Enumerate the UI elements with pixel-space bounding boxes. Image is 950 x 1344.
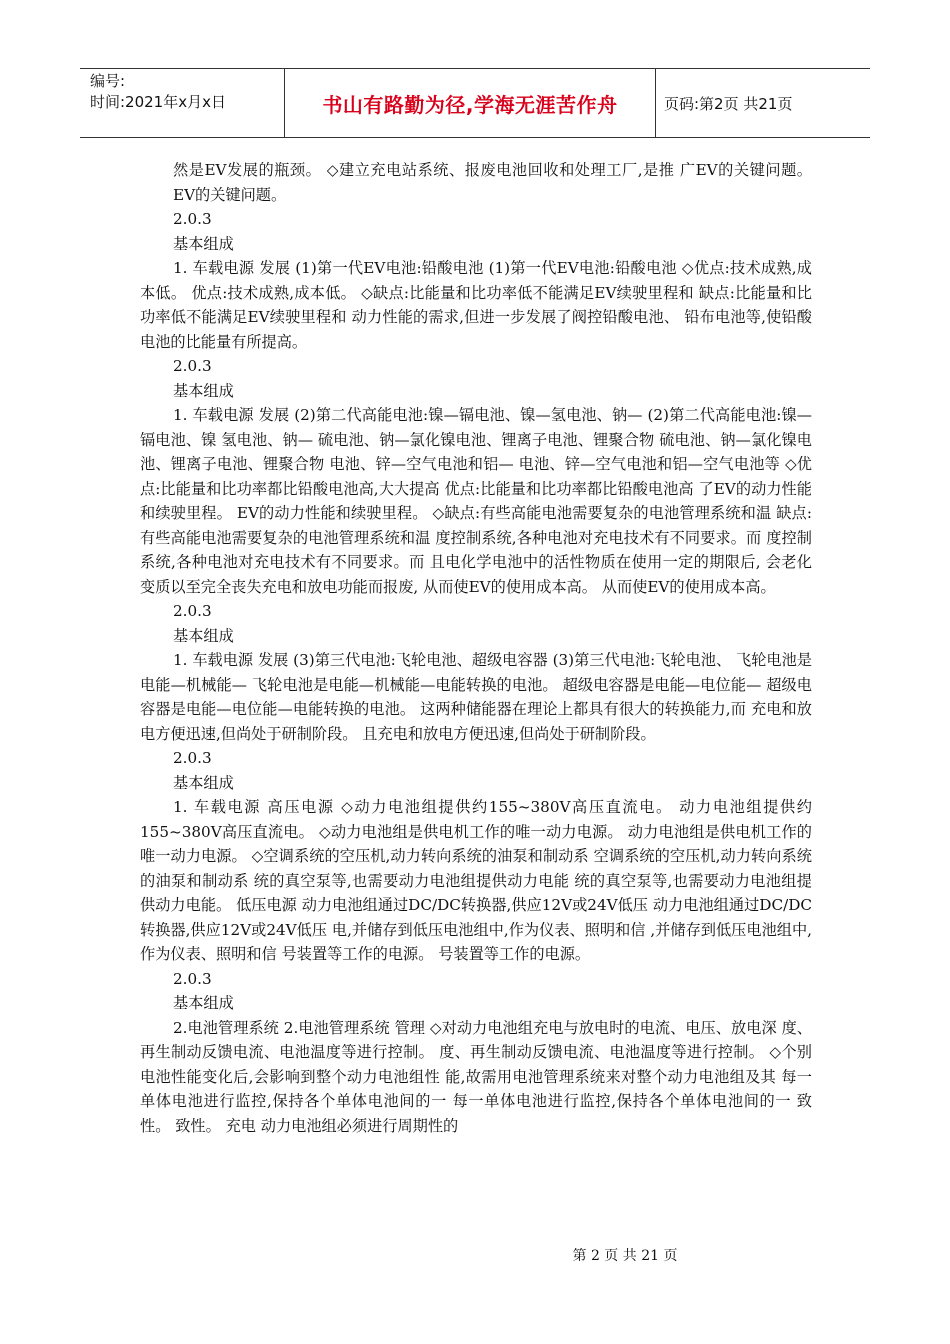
paragraph: 1. 车载电源 发展 (2)第二代高能电池:镍—镉电池、镍—氢电池、钠— (2)第二代高能电池:镍—镉电池、镍 氢电池、钠— 硫电池、钠—氯化镍电池、锂离子电池、锂聚合物 硫电池、钠—氯化镍电池、锂离子电池、锂聚合物 电池、锌—空气电池和铝— 电池、锌—空气电池和铝—空气电池等 ◇优点:比能量和比功率都比铅酸电池高,大大提高 优点:比能量和比功率都比铅酸电池高 了EV的动力性能和续驶里程。 EV的动力性能和续驶里程。 ◇缺点:有些高能电池需要复杂的电池管理系统和温 缺点:有些高能电池需要复杂的电池管理系统和温 度控制系统,各种电池对充电技术有不同要求。而 度控制系统,各种电池对充电技术有不同要求。而 且电化学电池中的活性物质在使用一定的期限后, 会老化变质以至完全丧失充电和放电功能而报废, 从而使EV的使用成本高。 从而使EV的使用成本高。: [140, 406, 812, 596]
section-number: 2.0.3: [173, 210, 212, 228]
paragraph: 然是EV发展的瓶颈。 ◇建立充电站系统、报废电池回收和处理工厂,是推 广EV的关键问题。 EV的关键问题。: [173, 161, 812, 204]
header-motto: 书山有路勤为径,学海无涯苦作舟: [284, 69, 656, 137]
paragraph: 1. 车载电源 高压电源 ◇动力电池组提供约155~380V高压直流电。 动力电池组提供约155~380V高压直流电。 ◇动力电池组是供电机工作的唯一动力电源。 动力电池组是供电机工作的唯一动力电源。 ◇空调系统的空压机,动力转向系统的油泵和制动系 空调系统的空压机,动力转向系统的油泵和制动系 统的真空泵等,也需要动力电池组提供动力电能 统的真空泵等,也需要动力电池组提供动力电能。 低压电源 动力电池组通过DC/DC转换器,供应12V或24V低压 动力电池组通过DC/DC转换器,供应12V或24V低压 电,并储存到低压电池组中,作为仪表、照明和信 ,并储存到低压电池组中,作为仪表、照明和信 号装置等工作的电源。 号装置等工作的电源。: [140, 798, 812, 963]
header-page-number: 页码:第2页 共21页: [664, 94, 793, 113]
paragraph: 2.电池管理系统 2.电池管理系统 管理 ◇对动力电池组充电与放电时的电流、电压、放电深 度、再生制动反馈电流、电池温度等进行控制。 度、再生制动反馈电流、电池温度等进行控制。 ◇个别电池性能变化后,会影响到整个动力电池组性 能,故需用电池管理系统来对整个动力电池组及其 每一单体电池进行监控,保持各个单体电池间的一 每一单体电池进行监控,保持各个单体电池间的一 致性。 致性。 充电 动力电池组必须进行周期性的: [140, 1018, 812, 1135]
document-number-label: 编号:: [90, 72, 126, 90]
document-date-label: 时间:2021年x月x日: [90, 93, 226, 111]
footer-page-number: 第 2 页 共 21 页: [572, 1248, 678, 1264]
paragraph: 1. 车载电源 发展 (3)第三代电池:飞轮电池、超级电容器 (3)第三代电池:飞轮电池、 飞轮电池是电能—机械能— 飞轮电池是电能—机械能—电能转换的电池。 超级电容器是电能—电位能— 超级电容器是电能—电位能—电能转换的电池。 这两种储能器在理论上都具有很大的转换能力,而 充电和放电方便迅速,但尚处于研制阶段。 且充电和放电方便迅速,但尚处于研制阶段。: [140, 651, 812, 743]
paragraph: 1. 车载电源 发展 (1)第一代EV电池:铅酸电池 (1)第一代EV电池:铅酸电池 ◇优点:技术成熟,成本低。 优点:技术成熟,成本低。 ◇缺点:比能量和比功率低不能满足EV续驶里程和 缺点:比能量和比功率低不能满足EV续驶里程和 动力性能的需求,但进一步发展了阀控铅酸电池、 铅布电池等,使铅酸电池的比能量有所提高。: [140, 259, 812, 351]
section-heading: 基本组成: [173, 994, 234, 1012]
section-number: 2.0.3: [173, 602, 212, 620]
section-number: 2.0.3: [173, 357, 212, 375]
header-meta: [80, 69, 284, 137]
section-heading: 基本组成: [173, 626, 234, 645]
section-number: 2.0.3: [173, 969, 212, 988]
document-body: [140, 158, 812, 1138]
section-heading: 基本组成: [173, 381, 234, 400]
section-heading: 基本组成: [173, 773, 234, 792]
section-heading: 基本组成: [173, 234, 234, 253]
section-number: 2.0.3: [173, 749, 212, 767]
page-header: [80, 68, 870, 138]
page-footer: [0, 1245, 950, 1265]
